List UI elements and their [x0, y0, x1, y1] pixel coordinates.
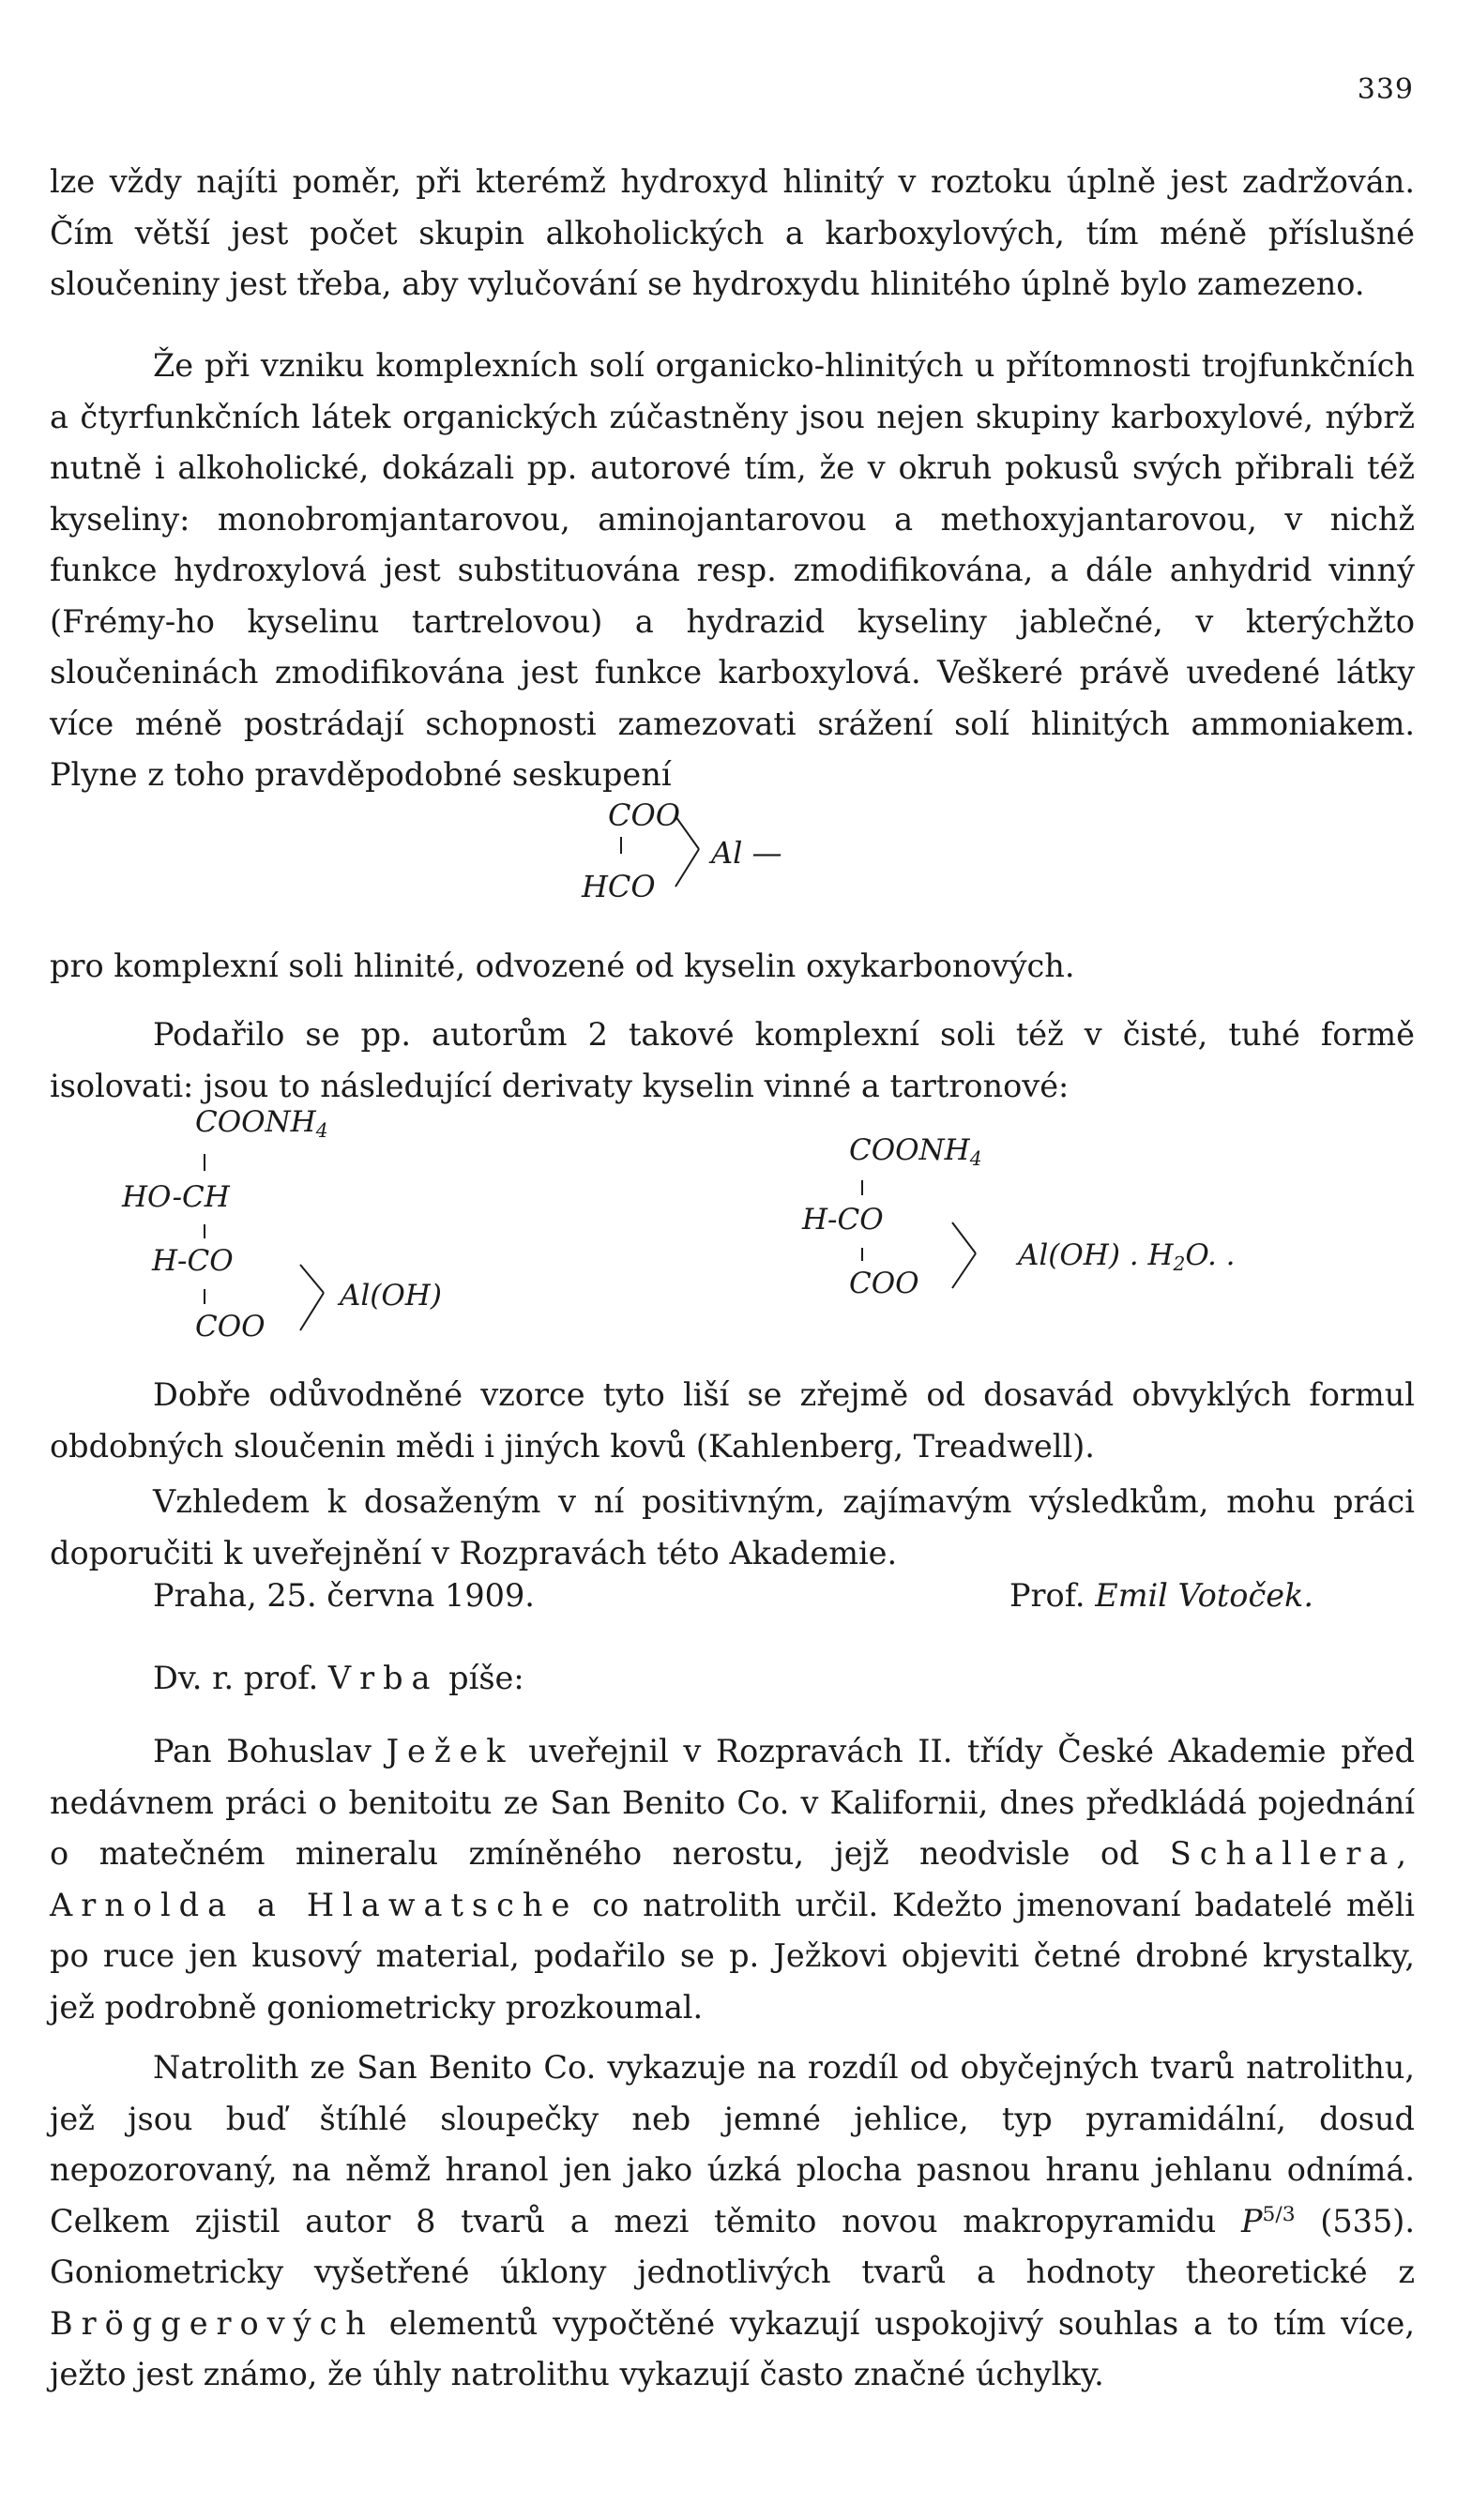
- formula-line-2: H-CO: [802, 1203, 884, 1237]
- formula-subscript: 4: [315, 1119, 328, 1143]
- formula-subscript: 2: [1173, 1252, 1186, 1276]
- signature-title: Prof.: [1009, 1577, 1085, 1614]
- paragraph-6: [50, 1477, 1415, 1579]
- paragraph-1: [50, 157, 1415, 311]
- paragraph-8: [50, 1726, 1415, 2033]
- text-run: Pan Bohuslav: [153, 1733, 372, 1769]
- text-run: uveřejnil v Rozpravách II. třídy České Akademie před nedávnem práci o benitoitu ze San Benito Co. v Kalifornii, dnes předkládá pojednání o matečném mineralu zmíněného nerostu, jejž neodvisle od: [50, 1733, 1415, 1872]
- date: Praha, 25. června 1909.: [153, 1577, 535, 1614]
- formula-bottom-group: HCO: [582, 869, 656, 904]
- formula-text: COONH: [849, 1133, 970, 1167]
- paragraph-text: pro komplexní soli hlinité, odvozené od kyselin oxykarbonových.: [50, 948, 1075, 984]
- text-run: elementů vypočtěné vykazují uspokojivý souhlas a to tím více, ježto jest známo, že úhly natrolithu vykazují často značné úchylky.: [50, 2304, 1415, 2392]
- spaced-name: Bröggerových: [50, 2304, 374, 2342]
- formula-line-4: COO: [195, 1310, 266, 1343]
- paragraph-text: lze vždy najíti poměr, při kterémž hydroxyd hlinitý v roztoku úplně jest zadržován. Čím větší jest počet skupin alkoholických a karboxylových, tím méně příslušné sloučeniny jest třeba, aby vylučování se hydroxydu hlinitého úplně bylo zamezeno.: [50, 163, 1415, 302]
- formula-bond-lines: [802, 1133, 1328, 1321]
- crystal-index: 5/3: [1262, 2202, 1296, 2226]
- formula-line-3: H-CO: [152, 1244, 234, 1278]
- spaced-name: Vrba: [327, 1660, 439, 1696]
- formula-text: COONH: [195, 1105, 316, 1139]
- paragraph-5: [50, 1370, 1415, 1472]
- signature: [1009, 1577, 1313, 1614]
- text-run: co natrolith určil. Kdežto jmenovaní badatelé měli po ruce jen kusový material, podařilo se p. Ježkovi objeviti četné drobné krystalky, jež podrobně goniometricky prozkoumal.: [50, 1886, 1416, 2026]
- spaced-name: Schallera, Arnolda a Hlawatsche: [50, 1835, 1415, 1923]
- spaced-name: Ježek: [386, 1733, 514, 1769]
- formula-grouping: [582, 797, 863, 919]
- formula-tartronic-derivative: [802, 1133, 1328, 1321]
- formula-text: Al(OH) . H: [1018, 1238, 1174, 1272]
- paragraph-2: [50, 341, 1415, 801]
- formula-metal: Al(OH): [340, 1279, 442, 1313]
- formula-text: O. .: [1185, 1238, 1236, 1272]
- paragraph-text: Že při vzniku komplexních solí organicko-hlinitých u přítomnosti trojfunkčních a čtyrfunkčních látek organických zúčastněny jsou nejen skupiny karboxylové, nýbrž nutně i alkoholické, dokázali pp. autorové tím, že v okruh pokusů svých přibrali též kyseliny: monobromjantarovou, aminojantarovou a methoxyjantarovou, v nichž funkce hydroxylová jest substituována resp. zmodifikována, a dále anhydrid vinný (Frémy-ho kyselinu tartrelovou) a hydrazid kyseliny jablečné, v kterýchžto sloučeninách zmodifikována jest funkce karboxylová. Veškeré právě uvedené látky více méně postrádají schopnosti zamezovati srážení solí hlinitých ammoniakem. Plyne z toho pravděpodobné seskupení: [50, 347, 1415, 793]
- signature-name: Emil Votoček.: [1095, 1577, 1313, 1614]
- formula-line-2: HO-CH: [122, 1180, 230, 1214]
- formula-bond-lines: [122, 1105, 516, 1359]
- text-run: Dv. r. prof.: [153, 1660, 319, 1696]
- formula-tartaric-derivative: [122, 1105, 516, 1359]
- page-number: 339: [1357, 73, 1414, 106]
- formula-top-group: COO: [608, 797, 680, 833]
- paragraph-9: [50, 2042, 1415, 2401]
- paragraph-text: [50, 1653, 1415, 1705]
- text-run: (535). Goniometricky vyšetřené úklony jednotlivých tvarů a hodnoty theoretické z: [50, 2202, 1415, 2290]
- paragraph-text: Vzhledem k dosaženým v ní positivným, zajímavým výsledkům, mohu práci doporučiti k uveřejnění v Rozpravách této Akademie.: [50, 1483, 1415, 1571]
- formula-metal: [1018, 1238, 1236, 1276]
- paragraph-text: [50, 2042, 1415, 2401]
- paragraph-text: Dobře odůvodněné vzorce tyto liší se zřejmě od dosavád obvyklých formul obdobných sloučenin mědi i jiných kovů (Kahlenberg, Treadwell).: [50, 1376, 1415, 1465]
- crystal-symbol: P: [1241, 2202, 1263, 2239]
- paragraph-text: Podařilo se pp. autorům 2 takové komplexní soli též v čisté, tuhé formě isolovati: jsou to následující derivaty kyselin vinné a tartronové:: [50, 1016, 1415, 1104]
- paragraph-7: [50, 1653, 1415, 1705]
- formula-line-3: COO: [849, 1267, 919, 1300]
- formula-metal: Al —: [711, 835, 782, 871]
- text-run: Natrolith ze San Benito Co. vykazuje na rozdíl od obyčejných tvarů natrolithu, jež jsou buď štíhlé sloupečky neb jemné jehlice, typ pyramidální, dosud nepozorovaný, na němž hranol jen jako úzká plocha pasnou hranu jehlanu odnímá. Celkem zjistil autor 8 tvarů a mezi těmito novou makropyramidu: [50, 2049, 1415, 2239]
- paragraph-4: [50, 1010, 1415, 1112]
- formula-subscript: 4: [969, 1147, 982, 1171]
- paragraph-3: [50, 941, 1415, 993]
- paragraph-text: [50, 1726, 1415, 2033]
- text-run: píše:: [448, 1660, 524, 1696]
